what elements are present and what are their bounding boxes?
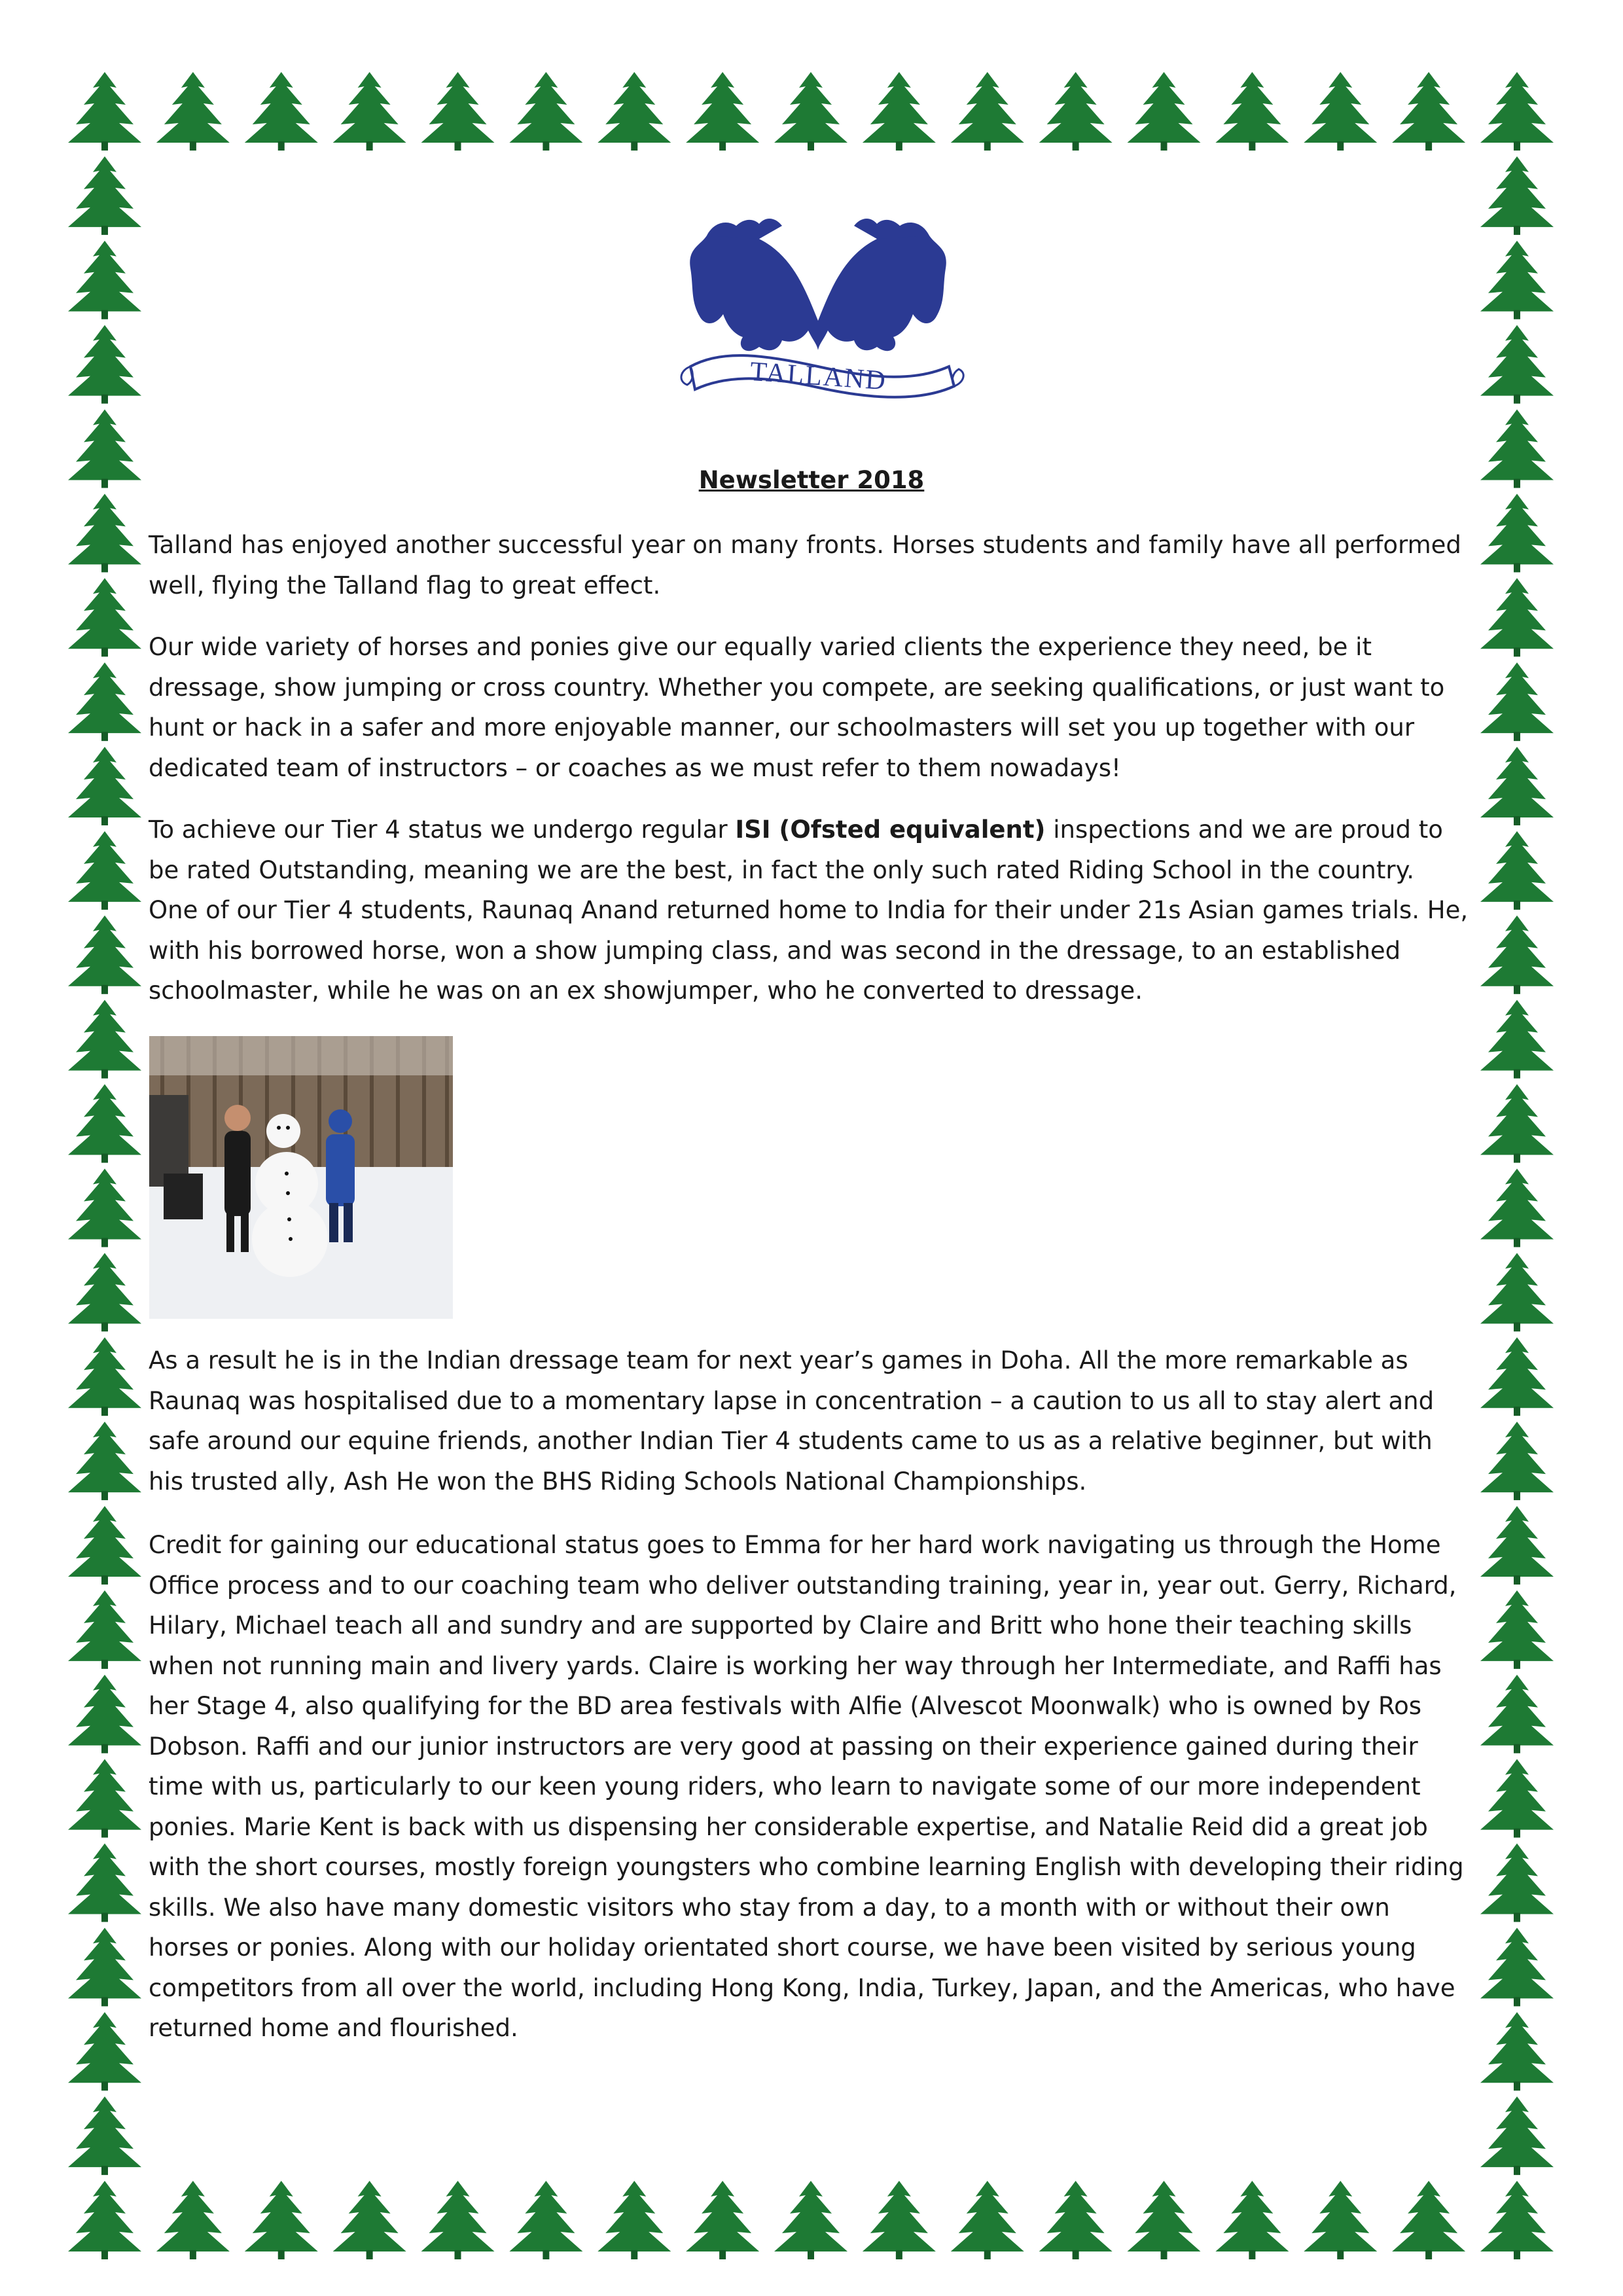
border-tree-left: [68, 1422, 141, 1500]
border-tree-bottom: [686, 2181, 759, 2259]
border-tree-left: [68, 493, 141, 572]
border-tree-top: [597, 72, 671, 151]
border-tree-right: [1480, 1759, 1554, 1838]
snowman-photo: [149, 1036, 453, 1319]
isi-highlight: ISI (Ofsted equivalent): [735, 816, 1046, 844]
border-tree-bottom: [156, 2181, 230, 2259]
border-tree-left: [68, 662, 141, 741]
border-tree-top: [68, 72, 141, 151]
border-tree-left: [68, 325, 141, 404]
border-tree-top: [1128, 72, 1201, 151]
border-tree-left: [68, 1506, 141, 1585]
border-tree-right: [1480, 1590, 1554, 1669]
border-tree-top: [863, 72, 936, 151]
logo-text: TALLAND: [749, 356, 888, 397]
border-tree-top: [774, 72, 847, 151]
border-tree-right: [1480, 2012, 1554, 2090]
border-tree-top: [333, 72, 406, 151]
border-tree-top: [1304, 72, 1377, 151]
newsletter-title: Newsletter 2018: [698, 466, 925, 494]
border-tree-right: [1480, 1253, 1554, 1331]
paragraph-tier4: [149, 810, 1471, 1011]
border-tree-bottom: [774, 2181, 847, 2259]
border-tree-left: [68, 1085, 141, 1163]
border-tree-left: [68, 2096, 141, 2175]
border-tree-left: [68, 747, 141, 825]
border-tree-right: [1480, 1422, 1554, 1500]
paragraph-intro: Talland has enjoyed another successful year on many fronts. Horses students and family have all performed well, flying the Talland flag to great effect.: [149, 531, 1461, 600]
border-tree-left: [68, 1675, 141, 1753]
border-tree-bottom: [421, 2181, 495, 2259]
border-tree-right: [1480, 747, 1554, 825]
border-tree-bottom: [68, 2181, 141, 2259]
border-tree-bottom: [1304, 2181, 1377, 2259]
border-tree-bottom: [245, 2181, 318, 2259]
border-tree-top: [509, 72, 582, 151]
border-tree-left: [68, 156, 141, 235]
border-tree-right: [1480, 2096, 1554, 2175]
border-tree-bottom: [951, 2181, 1024, 2259]
border-tree-top: [686, 72, 759, 151]
border-tree-left: [68, 1928, 141, 2006]
border-tree-top: [156, 72, 230, 151]
border-tree-right: [1480, 241, 1554, 319]
border-tree-right: [1480, 325, 1554, 404]
border-tree-right: [1480, 916, 1554, 994]
border-tree-top: [1392, 72, 1465, 151]
paragraph-credit: Credit for gaining our educational status goes to Emma for her hard work navigating us through the Home Office process and to our coaching team who deliver outstanding training, year in, year out. Gerry, Richard, Hilary, Michael teach all and sundry and are supported by Claire and Britt who hone their teaching skills when not running main and livery yards. Claire is working her way through her Intermediate, and Raffi has her Stage 4, also qualifying for the BD area festivals with Alfie (Alvescot Moonwalk) who is owned by Ros Dobson. Raffi and our junior instructors are very good at passing on their experience gained during their time with us, particularly to our keen young riders, who learn to navigate some of our more independent ponies. Marie Kent is back with us dispensing her considerable expertise, and Natalie Reid did a great job with the short courses, mostly foreign youngsters who combine learning English with developing their riding skills. We also have many domestic visitors who stay from a day, to a month with or without their own horses or ponies. Along with our holiday orientated short course, we have been visited by serious young competitors from all over the world, including Hong Kong, India, Turkey, Japan, and the Americas, who have returned home and flourished.: [149, 1531, 1464, 2042]
border-tree-bottom: [1215, 2181, 1289, 2259]
border-tree-bottom: [1039, 2181, 1113, 2259]
border-tree-bottom: [333, 2181, 406, 2259]
border-tree-top: [421, 72, 495, 151]
border-tree-bottom: [1128, 2181, 1201, 2259]
border-tree-right: [1480, 493, 1554, 572]
border-tree-bottom: [509, 2181, 582, 2259]
tier4-text-after: inspections and we are proud to be rated Outstanding, meaning we are the best, in fact the only such rated Riding School in the country. One of our Tier 4 students, Raunaq Anand returned home to India for their under 21s Asian games trials. He, with his borrowed horse, won a show jumping class, and was second in the dressage, to an established schoolmaster, while he was on an ex showjumper, who he converted to dressage.: [149, 816, 1469, 1005]
border-tree-left: [68, 2012, 141, 2090]
border-tree-right: [1480, 1168, 1554, 1247]
border-tree-top: [1480, 72, 1554, 151]
border-tree-left: [68, 1843, 141, 1922]
border-tree-top: [245, 72, 318, 151]
border-tree-right: [1480, 1085, 1554, 1163]
border-tree-right: [1480, 1000, 1554, 1079]
border-tree-left: [68, 578, 141, 656]
border-tree-top: [1039, 72, 1113, 151]
border-tree-left: [68, 1253, 141, 1331]
border-tree-bottom: [1480, 2181, 1554, 2259]
border-tree-bottom: [863, 2181, 936, 2259]
border-tree-right: [1480, 1843, 1554, 1922]
border-tree-top: [951, 72, 1024, 151]
paragraph-doha: As a result he is in the Indian dressage team for next year’s games in Doha. All the more remarkable as Raunaq was hospitalised due to a momentary lapse in concentration – a caution to us all to stay alert and safe around our equine friends, another Indian Tier 4 students came to us as a relative beginner, but with his trusted ally, Ash He won the BHS Riding Schools National Championships.: [149, 1346, 1435, 1496]
border-tree-left: [68, 916, 141, 994]
border-tree-left: [68, 1759, 141, 1838]
border-tree-left: [68, 1168, 141, 1247]
paragraph-horses: Our wide variety of horses and ponies give our equally varied clients the experience they need, be it dressage, show jumping or cross country. Whether you compete, are seeking qualifications, or just want to hunt or hack in a safer and more enjoyable manner, our schoolmasters will set you up together with our dedicated team of instructors – or coaches as we must refer to them nowadays!: [149, 633, 1445, 782]
border-tree-right: [1480, 1928, 1554, 2006]
border-tree-right: [1480, 662, 1554, 741]
border-tree-right: [1480, 1506, 1554, 1585]
border-tree-left: [68, 1590, 141, 1669]
border-tree-bottom: [597, 2181, 671, 2259]
talland-logo: [661, 209, 975, 419]
border-tree-right: [1480, 578, 1554, 656]
border-tree-left: [68, 1000, 141, 1079]
border-tree-left: [68, 1337, 141, 1416]
border-tree-left: [68, 241, 141, 319]
tier4-text-before: To achieve our Tier 4 status we undergo regular: [149, 816, 736, 844]
border-tree-right: [1480, 831, 1554, 910]
border-tree-right: [1480, 1337, 1554, 1416]
border-tree-right: [1480, 1675, 1554, 1753]
border-tree-left: [68, 831, 141, 910]
border-tree-bottom: [1392, 2181, 1465, 2259]
border-tree-right: [1480, 156, 1554, 235]
border-tree-top: [1215, 72, 1289, 151]
